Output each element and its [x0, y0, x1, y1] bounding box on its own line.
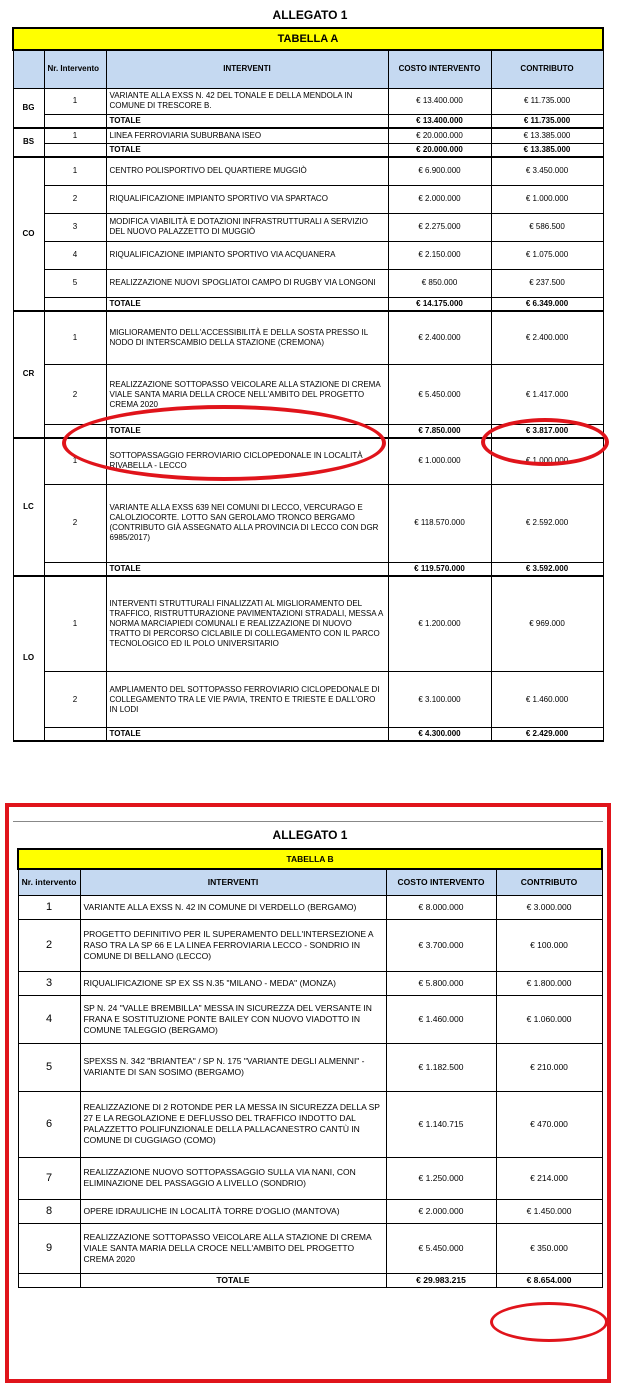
contributo-value: € 13.385.000: [491, 128, 603, 144]
table-row: [13, 128, 603, 144]
costo-value: € 5.450.000: [388, 365, 491, 425]
table-row: [18, 995, 602, 1043]
province-code: LO: [13, 576, 44, 742]
intervento-number: 9: [18, 1223, 80, 1273]
intervento-number: 4: [44, 241, 106, 269]
table-row: [13, 185, 603, 213]
costo-value: € 2.275.000: [388, 213, 491, 241]
intervento-number: 1: [44, 128, 106, 144]
totale-contributo: € 3.817.000: [491, 425, 603, 439]
costo-value: € 1.460.000: [386, 995, 496, 1043]
highlight-ring-cr-intervento: [62, 405, 386, 481]
col-costo: COSTO INTERVENTO: [388, 50, 491, 88]
totale-costo: € 13.400.000: [388, 114, 491, 128]
contributo-value: € 210.000: [496, 1043, 602, 1091]
costo-value: € 1.200.000: [388, 576, 491, 672]
table-row: [18, 971, 602, 995]
totale-row: [13, 728, 603, 742]
totale-label: TOTALE: [80, 1273, 386, 1287]
intervento-number: 2: [44, 484, 106, 562]
intervento-number: 4: [18, 995, 80, 1043]
intervento-description: PROGETTO DEFINITIVO PER IL SUPERAMENTO DELL'INTERSEZIONE A RASO TRA LA SP 66 E LA LINEA FERROVIARIA LECCO - SONDRIO IN COMUNE DI BELLANO (LECCO): [80, 919, 386, 971]
col-contributo-b: CONTRIBUTO: [496, 869, 602, 895]
tabella-a: [12, 27, 604, 742]
totale-costo: € 14.175.000: [388, 297, 491, 311]
intervento-description: VARIANTE ALLA EXSS N. 42 IN COMUNE DI VERDELLO (BERGAMO): [80, 895, 386, 919]
intervento-number: 2: [44, 672, 106, 728]
intervento-description: VARIANTE ALLA EXSS N. 42 DEL TONALE E DELLA MENDOLA IN COMUNE DI TRESCORE B.: [106, 88, 388, 114]
province-code: BG: [13, 88, 44, 128]
contributo-value: € 3.450.000: [491, 157, 603, 185]
table-row: [18, 1091, 602, 1157]
tabella-a-title: TABELLA A: [13, 28, 603, 50]
intervento-description: MODIFICA VIABILITÀ E DOTAZIONI INFRASTRUTTURALI A SERVIZIO DEL NUOVO PALAZZETTO DI MUGGIÒ: [106, 213, 388, 241]
table-row: [13, 484, 603, 562]
totale-costo: € 29.983.215: [386, 1273, 496, 1287]
intervento-description: REALIZZAZIONE NUOVI SPOGLIATOI CAMPO DI RUGBY VIA LONGONI: [106, 269, 388, 297]
costo-value: € 2.000.000: [388, 185, 491, 213]
intervento-number: 6: [18, 1091, 80, 1157]
intervento-number: 3: [44, 213, 106, 241]
table-row: [18, 919, 602, 971]
table-row: [18, 1043, 602, 1091]
costo-value: € 2.000.000: [386, 1199, 496, 1223]
table-row: [18, 1157, 602, 1199]
col-nr-b: Nr. intervento: [18, 869, 80, 895]
tabella-b-body: [18, 895, 602, 1287]
table-row: [13, 157, 603, 185]
highlight-ring-b9-contributo: [490, 1302, 608, 1342]
contributo-value: € 214.000: [496, 1157, 602, 1199]
costo-value: € 6.900.000: [388, 157, 491, 185]
intervento-number: 1: [18, 895, 80, 919]
totale-contributo: € 3.592.000: [491, 562, 603, 576]
intervento-number: 5: [18, 1043, 80, 1091]
intervento-description: RIQUALIFICAZIONE SP EX SS N.35 "MILANO - MEDA" (MONZA): [80, 971, 386, 995]
costo-value: € 1.140.715: [386, 1091, 496, 1157]
intervento-description: RIQUALIFICAZIONE IMPIANTO SPORTIVO VIA SPARTACO: [106, 185, 388, 213]
contributo-value: € 1.800.000: [496, 971, 602, 995]
totale-row: [13, 297, 603, 311]
intervento-number: 3: [18, 971, 80, 995]
totale-costo: € 4.300.000: [388, 728, 491, 742]
totale-row: [13, 562, 603, 576]
intervento-description: SOTTOPASSAGGIO FERROVIARIO CICLOPEDONALE IN LOCALITÀ RIVABELLA - LECCO: [106, 438, 388, 484]
costo-value: € 1.250.000: [386, 1157, 496, 1199]
province-code: CR: [13, 311, 44, 439]
col-nr: Nr. Intervento: [44, 50, 106, 88]
costo-value: € 3.700.000: [386, 919, 496, 971]
intervento-description: AMPLIAMENTO DEL SOTTOPASSO FERROVIARIO CICLOPEDONALE DI COLLEGAMENTO TRA LE VIE PAVIA, TRENTO E TRIESTE E DALL'ORO IN LODI: [106, 672, 388, 728]
divider: [13, 821, 603, 822]
totale-contributo: € 8.654.000: [496, 1273, 602, 1287]
totale-label: TOTALE: [106, 114, 388, 128]
province-code: CO: [13, 157, 44, 311]
col-costo-b: COSTO INTERVENTO: [386, 869, 496, 895]
contributo-value: € 1.000.000: [491, 438, 603, 484]
intervento-number: 1: [44, 311, 106, 365]
intervento-description: VARIANTE ALLA EXSS 639 NEI COMUNI DI LECCO, VERCURAGO E CALOLZIOCORTE. LOTTO SAN GEROLAMO TRONCO BERGAMO (CONTRIBUTO GIÀ ASSEGNATO ALLA PROVINCIA DI LECCO CON DGR 6985/2017): [106, 484, 388, 562]
intervento-number: 1: [44, 157, 106, 185]
totale-empty: [44, 144, 106, 158]
totale-contributo: € 2.429.000: [491, 728, 603, 742]
costo-value: € 5.800.000: [386, 971, 496, 995]
intervento-number: 1: [44, 576, 106, 672]
intervento-number: 2: [18, 919, 80, 971]
totale-label: TOTALE: [106, 562, 388, 576]
totale-empty: [18, 1273, 80, 1287]
contributo-value: € 2.592.000: [491, 484, 603, 562]
table-row: [18, 895, 602, 919]
intervento-description: CENTRO POLISPORTIVO DEL QUARTIERE MUGGIÒ: [106, 157, 388, 185]
totale-costo: € 20.000.000: [388, 144, 491, 158]
totale-row: [13, 114, 603, 128]
intervento-description: REALIZZAZIONE SOTTOPASSO VEICOLARE ALLA STAZIONE DI CREMA VIALE SANTA MARIA DELLA CROCE NELL'AMBITO DEL PROGETTO CREMA 2020: [80, 1223, 386, 1273]
intervento-description: MIGLIORAMENTO DELL'ACCESSIBILITÀ E DELLA SOSTA PRESSO IL NODO DI INTERSCAMBIO DELLA STAZIONE (CREMONA): [106, 311, 388, 365]
table-row: [13, 88, 603, 114]
costo-value: € 13.400.000: [388, 88, 491, 114]
contributo-value: € 1.000.000: [491, 185, 603, 213]
intervento-number: 1: [44, 88, 106, 114]
highlight-ring-cr-contributo: [481, 418, 609, 466]
costo-value: € 2.150.000: [388, 241, 491, 269]
costo-value: € 5.450.000: [386, 1223, 496, 1273]
table-row: [13, 311, 603, 365]
intervento-description: SP N. 24 "VALLE BREMBILLA" MESSA IN SICUREZZA DEL VERSANTE IN FRANA E SOSTITUZIONE PONTE BAILEY CON NUOVO VIADOTTO IN COMUNE TALEGGIO (BERGAMO): [80, 995, 386, 1043]
contributo-value: € 100.000: [496, 919, 602, 971]
col-interventi: INTERVENTI: [106, 50, 388, 88]
intervento-description: RIQUALIFICAZIONE IMPIANTO SPORTIVO VIA ACQUANERA: [106, 241, 388, 269]
costo-value: € 118.570.000: [388, 484, 491, 562]
col-prov: [13, 50, 44, 88]
costo-value: € 8.000.000: [386, 895, 496, 919]
totale-empty: [44, 562, 106, 576]
contributo-value: € 237.500: [491, 269, 603, 297]
col-contributo: CONTRIBUTO: [491, 50, 603, 88]
totale-costo: € 7.850.000: [388, 425, 491, 439]
costo-value: € 1.000.000: [388, 438, 491, 484]
totale-label: TOTALE: [106, 425, 388, 439]
intervento-description: SPEXSS N. 342 "BRIANTEA" / SP N. 175 "VARIANTE DEGLI ALMENNI" - VARIANTE DI SAN SOSIMO (BERGAMO): [80, 1043, 386, 1091]
contributo-value: € 470.000: [496, 1091, 602, 1157]
totale-costo: € 119.570.000: [388, 562, 491, 576]
table-row: [18, 1223, 602, 1273]
contributo-value: € 1.060.000: [496, 995, 602, 1043]
allegato-title-a: ALLEGATO 1: [272, 8, 348, 22]
intervento-description: INTERVENTI STRUTTURALI FINALIZZATI AL MIGLIORAMENTO DEL TRAFFICO, RISTRUTTURAZIONE PAVIMENTAZIONI STRADALI, MESSA A NORMA MARCIAPIEDI COMUNALI E REALIZZAZIONE DI NUOVO TRATTO DI PERCORSO CICLABILE DI COLLEGAMENTO CON IL PARCO TECNOLOGICO ED IL POLO UNIVERSITARIO: [106, 576, 388, 672]
allegato-title-b: ALLEGATO 1: [272, 828, 348, 842]
contributo-value: € 1.450.000: [496, 1199, 602, 1223]
totale-empty: [44, 297, 106, 311]
totale-label: TOTALE: [106, 297, 388, 311]
contributo-value: € 586.500: [491, 213, 603, 241]
table-row: [13, 672, 603, 728]
totale-row: [13, 144, 603, 158]
intervento-description: OPERE IDRAULICHE IN LOCALITÀ TORRE D'OGLIO (MANTOVA): [80, 1199, 386, 1223]
contributo-value: € 1.417.000: [491, 365, 603, 425]
intervento-number: 2: [44, 185, 106, 213]
intervento-number: 5: [44, 269, 106, 297]
intervento-description: REALIZZAZIONE SOTTOPASSO VEICOLARE ALLA STAZIONE DI CREMA VIALE SANTA MARIA DELLA CROCE NELL'AMBITO DEL PROGETTO CREMA 2020: [106, 365, 388, 425]
intervento-number: 8: [18, 1199, 80, 1223]
costo-value: € 3.100.000: [388, 672, 491, 728]
costo-value: € 850.000: [388, 269, 491, 297]
table-row: [18, 1199, 602, 1223]
totale-label: TOTALE: [106, 144, 388, 158]
costo-value: € 2.400.000: [388, 311, 491, 365]
contributo-value: € 11.735.000: [491, 88, 603, 114]
costo-value: € 1.182.500: [386, 1043, 496, 1091]
table-row: [13, 269, 603, 297]
totale-row: [18, 1273, 602, 1287]
intervento-description: REALIZZAZIONE NUOVO SOTTOPASSAGGIO SULLA VIA NANI, CON ELIMINAZIONE DEL PASSAGGIO A LIVELLO (SONDRIO): [80, 1157, 386, 1199]
costo-value: € 20.000.000: [388, 128, 491, 144]
intervento-number: 1: [44, 438, 106, 484]
table-row: [13, 241, 603, 269]
contributo-value: € 1.460.000: [491, 672, 603, 728]
totale-contributo: € 6.349.000: [491, 297, 603, 311]
totale-empty: [44, 728, 106, 742]
totale-contributo: € 13.385.000: [491, 144, 603, 158]
tabella-b: [17, 848, 603, 1288]
contributo-value: € 2.400.000: [491, 311, 603, 365]
totale-label: TOTALE: [106, 728, 388, 742]
contributo-value: € 350.000: [496, 1223, 602, 1273]
province-code: BS: [13, 128, 44, 158]
province-code: LC: [13, 438, 44, 576]
table-row: [13, 576, 603, 672]
col-interventi-b: INTERVENTI: [80, 869, 386, 895]
tabella-b-title: TABELLA B: [18, 849, 602, 869]
table-row: [13, 213, 603, 241]
intervento-description: REALIZZAZIONE DI 2 ROTONDE PER LA MESSA IN SICUREZZA DELLA SP 27 E LA REGOLAZIONE E DEFLUSSO DEL TRAFFICO INDOTTO DAL PALAZZETTO POLIFUNZIONALE DELLA PALLACANESTRO CANTÙ IN COMUNE DI CUGGIAGO (COMO): [80, 1091, 386, 1157]
intervento-number: 2: [44, 365, 106, 425]
totale-contributo: € 11.735.000: [491, 114, 603, 128]
totale-empty: [44, 114, 106, 128]
contributo-value: € 3.000.000: [496, 895, 602, 919]
intervento-number: 7: [18, 1157, 80, 1199]
contributo-value: € 1.075.000: [491, 241, 603, 269]
contributo-value: € 969.000: [491, 576, 603, 672]
intervento-description: LINEA FERROVIARIA SUBURBANA ISEO: [106, 128, 388, 144]
